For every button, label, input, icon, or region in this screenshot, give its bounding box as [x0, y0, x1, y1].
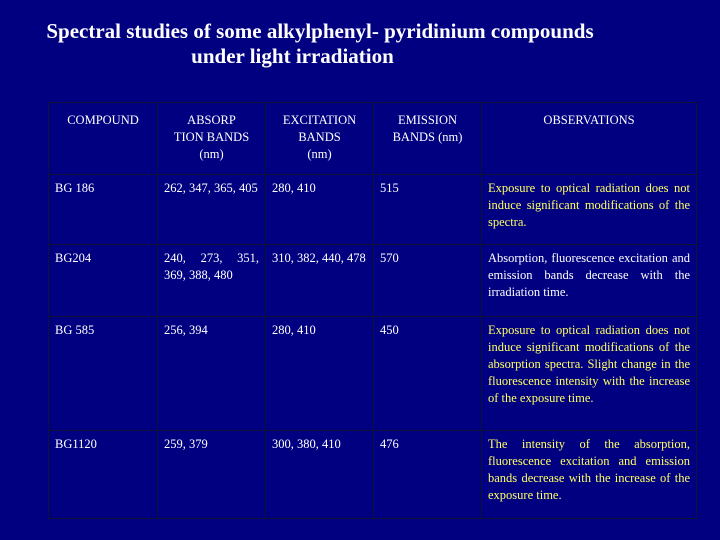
- cell-observations: The intensity of the absorption, fluorescence excitation and emission bands decrease with the increase of the exposure time.: [482, 431, 697, 519]
- header-observations-label: OBSERVATIONS: [543, 113, 635, 127]
- cell-compound: BG204: [49, 245, 158, 317]
- table-row: [49, 175, 697, 245]
- spectral-data-table: [48, 102, 697, 519]
- cell-observations: Absorption, fluorescence excitation and emission bands decrease with the irradiation time.: [482, 245, 697, 317]
- header-absorption: [158, 103, 266, 175]
- header-absorption-line-3: (nm): [199, 147, 224, 161]
- slide-title: [0, 19, 720, 69]
- cell-compound: BG 186: [49, 175, 158, 245]
- cell-excitation: 300, 380, 410: [266, 431, 374, 519]
- cell-observations: Exposure to optical radiation does not induce significant modifications of the spectra.: [482, 175, 697, 245]
- cell-absorption: 256, 394: [158, 317, 266, 431]
- cell-emission: 515: [374, 175, 482, 245]
- cell-emission: 476: [374, 431, 482, 519]
- header-excitation: [266, 103, 374, 175]
- header-compound-label: COMPOUND: [67, 113, 139, 127]
- cell-compound: BG 585: [49, 317, 158, 431]
- header-emission: [374, 103, 482, 175]
- table-row: [49, 317, 697, 431]
- cell-excitation: 280, 410: [266, 317, 374, 431]
- cell-emission: 570: [374, 245, 482, 317]
- table-row: [49, 245, 697, 317]
- cell-compound: BG1120: [49, 431, 158, 519]
- cell-absorption: 240, 273, 351, 369, 388, 480: [158, 245, 266, 317]
- cell-absorption: 259, 379: [158, 431, 266, 519]
- header-emission-line-1: EMISSION: [397, 113, 458, 127]
- cell-absorption: 262, 347, 365, 405: [158, 175, 266, 245]
- header-excitation-line-3: (nm): [307, 147, 332, 161]
- slide-title-line-1: Spectral studies of some alkylphenyl- pyridinium compounds: [46, 19, 594, 43]
- header-excitation-line-1: EXCITATION: [282, 113, 357, 127]
- header-observations: [482, 103, 697, 175]
- table-header-row: [49, 103, 697, 175]
- cell-excitation: 280, 410: [266, 175, 374, 245]
- slide-title-line-2: under light irradiation: [191, 44, 394, 68]
- cell-excitation: 310, 382, 440, 478: [266, 245, 374, 317]
- table-row: [49, 431, 697, 519]
- header-absorption-line-1: ABSORP: [187, 113, 236, 127]
- header-emission-line-2: BANDS (nm): [392, 130, 463, 144]
- header-compound: [49, 103, 158, 175]
- cell-observations: Exposure to optical radiation does not induce significant modifications of the absorption spectra. Slight change in the fluorescence intensity with the increase of the exposure time.: [482, 317, 697, 431]
- header-absorption-line-2: TION BANDS: [173, 130, 250, 144]
- header-excitation-line-2: BANDS: [298, 130, 341, 144]
- cell-emission: 450: [374, 317, 482, 431]
